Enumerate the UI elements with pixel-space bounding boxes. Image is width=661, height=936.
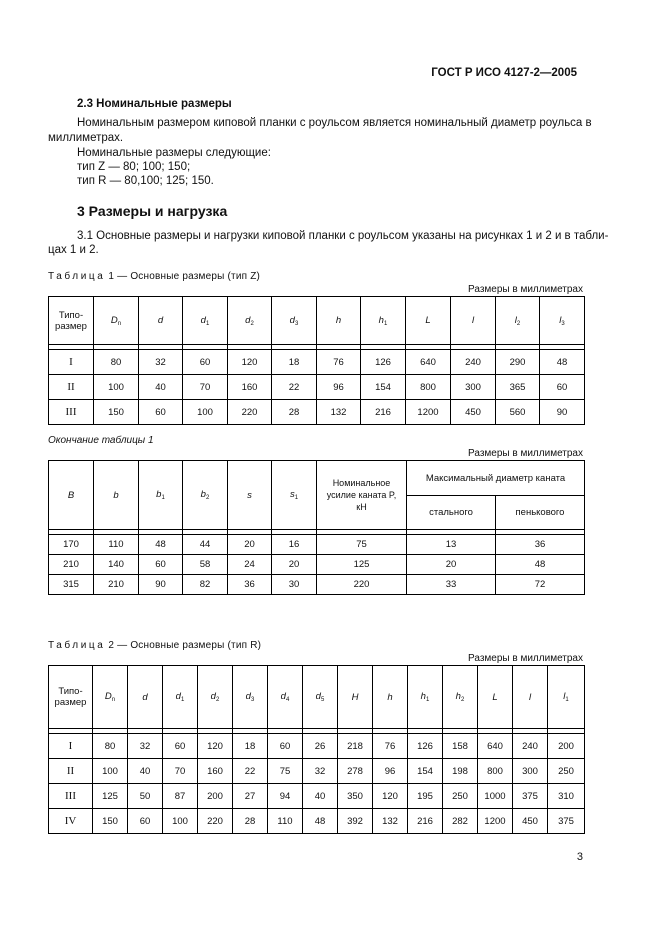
table-cell: 216 [408, 809, 443, 834]
table-cell: 28 [272, 400, 317, 425]
table-row [49, 555, 585, 575]
table-cell: 278 [338, 759, 373, 784]
table-cell: 132 [317, 400, 361, 425]
table-cell: 48 [540, 350, 585, 375]
table-cell: 20 [228, 535, 272, 555]
table-cell: 94 [268, 784, 303, 809]
table-cell: 36 [228, 575, 272, 595]
table-cell: 58 [183, 555, 228, 575]
table-cell: 220 [198, 809, 233, 834]
table2 [48, 665, 585, 834]
table-cell: 60 [183, 350, 228, 375]
table-cell: 375 [548, 809, 585, 834]
th-b: b [94, 461, 139, 530]
table-cell: 126 [361, 350, 406, 375]
table-cell: 100 [93, 759, 128, 784]
th-h: h [373, 666, 408, 729]
table-cell: 80 [93, 734, 128, 759]
th-l3: $l_3$ [540, 297, 585, 345]
th-d: d [139, 297, 183, 345]
table-cell: 250 [548, 759, 585, 784]
th-l: l [451, 297, 496, 345]
table-cell: II [49, 375, 94, 400]
table-cell: 76 [373, 734, 408, 759]
table-cell: 16 [272, 535, 317, 555]
table-cell: 300 [513, 759, 548, 784]
table-cell: 210 [49, 555, 94, 575]
table-row [49, 759, 585, 784]
table-cell: 87 [163, 784, 198, 809]
table2-caption-word: Таблица [48, 640, 106, 651]
table1-cont-header-row [49, 461, 585, 496]
table-cell: 560 [496, 400, 540, 425]
table-cell: 110 [268, 809, 303, 834]
table-row [49, 809, 585, 834]
table-cell: 132 [373, 809, 408, 834]
table-cell: 13 [407, 535, 496, 555]
table1-header-row [49, 297, 585, 345]
th-L: L [478, 666, 513, 729]
table-cell: 154 [361, 375, 406, 400]
table-cell: 160 [228, 375, 272, 400]
th-max-rope-diameter: Максимальный диаметр каната [407, 461, 585, 496]
th-L: L [406, 297, 451, 345]
table-cell: 32 [303, 759, 338, 784]
th-l1: $l_1$ [548, 666, 585, 729]
table-cell: 22 [233, 759, 268, 784]
table-cell: 282 [443, 809, 478, 834]
table-cell: 218 [338, 734, 373, 759]
table1-caption-text: 1 — Основные размеры (тип Z) [108, 271, 261, 282]
para-sizes: Номинальные размеры следующие: [77, 147, 271, 159]
th-b2: $b_2$ [183, 461, 228, 530]
table-cell: 140 [94, 555, 139, 575]
table-cell: 210 [94, 575, 139, 595]
table-cell: I [49, 350, 94, 375]
table-cell: 640 [406, 350, 451, 375]
th-B: B [49, 461, 94, 530]
th-d: d [128, 666, 163, 729]
table-cell: 450 [513, 809, 548, 834]
table-row [49, 734, 585, 759]
table-cell: 96 [373, 759, 408, 784]
table-cell: 44 [183, 535, 228, 555]
table-cell: 240 [451, 350, 496, 375]
table-cell: 60 [128, 809, 163, 834]
table-cell: 80 [94, 350, 139, 375]
th-Dn: $D_n$ [94, 297, 139, 345]
table-cell: 18 [233, 734, 268, 759]
th-H: H [338, 666, 373, 729]
th-h: h [317, 297, 361, 345]
th-d2: $d_2$ [228, 297, 272, 345]
table-cell: 160 [198, 759, 233, 784]
table1-cont-caption: Окончание таблицы 1 [48, 435, 154, 446]
table-row [49, 400, 585, 425]
table-cell: 195 [408, 784, 443, 809]
table-cell: I [49, 734, 93, 759]
para-3-1-line2: цах 1 и 2. [48, 244, 99, 256]
table-cell: 27 [233, 784, 268, 809]
table-cell: 300 [451, 375, 496, 400]
table-cell: 310 [548, 784, 585, 809]
table-cell: 72 [496, 575, 585, 595]
table-cell: 33 [407, 575, 496, 595]
table-cell: 40 [139, 375, 183, 400]
table-cell: 375 [513, 784, 548, 809]
table-cell: 60 [139, 555, 183, 575]
table-cell: IV [49, 809, 93, 834]
table-cell: 100 [183, 400, 228, 425]
table-cell: 315 [49, 575, 94, 595]
th-s1: $s_1$ [272, 461, 317, 530]
table-cell: 392 [338, 809, 373, 834]
table-cell: 32 [128, 734, 163, 759]
table-cell: 90 [540, 400, 585, 425]
document-header: ГОСТ Р ИСО 4127-2—2005 [431, 67, 577, 79]
table2-header-row [49, 666, 585, 729]
th-d5: $d_5$ [303, 666, 338, 729]
th-l2: $l_2$ [496, 297, 540, 345]
table-cell: 640 [478, 734, 513, 759]
th-l: l [513, 666, 548, 729]
table-row [49, 535, 585, 555]
table-cell: 40 [128, 759, 163, 784]
table-cell: 70 [163, 759, 198, 784]
para-3-1-line1: 3.1 Основные размеры и нагрузки киповой планки с роульсом указаны на рисунках 1 и 2 и в табли- [77, 230, 609, 242]
table-cell: 220 [317, 575, 407, 595]
table-cell: 28 [233, 809, 268, 834]
th-h1: $h_1$ [361, 297, 406, 345]
table-cell: 125 [93, 784, 128, 809]
type-r-sizes: тип R — 80,100; 125; 150. [77, 175, 214, 187]
table-cell: 82 [183, 575, 228, 595]
table-cell: 18 [272, 350, 317, 375]
table1-units: Размеры в миллиметрах [468, 284, 583, 295]
table-cell: 70 [183, 375, 228, 400]
table-cell: 22 [272, 375, 317, 400]
th-h2: $h_2$ [443, 666, 478, 729]
table-cell: 154 [408, 759, 443, 784]
th-nominal-force: Номинальное усилие каната P, кН [317, 461, 407, 530]
table-cell: 60 [540, 375, 585, 400]
table-cell: 290 [496, 350, 540, 375]
para-nominal-line2: миллиметрах. [48, 132, 124, 144]
table-cell: 220 [228, 400, 272, 425]
table-cell: 48 [139, 535, 183, 555]
table-cell: 1200 [406, 400, 451, 425]
th-h1: $h_1$ [408, 666, 443, 729]
th-type: Типо-размер [49, 666, 93, 729]
table-cell: 350 [338, 784, 373, 809]
th-steel: стального [407, 496, 496, 530]
th-d2: $d_2$ [198, 666, 233, 729]
table-cell: 75 [317, 535, 407, 555]
type-z-sizes: тип Z — 80; 100; 150; [77, 161, 191, 173]
table-cell: 216 [361, 400, 406, 425]
table1-cont-units: Размеры в миллиметрах [468, 448, 583, 459]
table-row [49, 375, 585, 400]
table1-caption [48, 271, 260, 282]
table-cell: 30 [272, 575, 317, 595]
table-cell: 125 [317, 555, 407, 575]
table-cell: 120 [373, 784, 408, 809]
table-cell: 170 [49, 535, 94, 555]
table-cell: 20 [407, 555, 496, 575]
table-cell: 60 [163, 734, 198, 759]
table-cell: 40 [303, 784, 338, 809]
table-cell: III [49, 400, 94, 425]
table-cell: 32 [139, 350, 183, 375]
th-d3: $d_3$ [233, 666, 268, 729]
table-cell: 200 [548, 734, 585, 759]
table-cell: 26 [303, 734, 338, 759]
th-d1: $d_1$ [163, 666, 198, 729]
table-cell: 1000 [478, 784, 513, 809]
table-cell: 60 [268, 734, 303, 759]
table-row [49, 784, 585, 809]
table-cell: 48 [496, 555, 585, 575]
table-cell: 90 [139, 575, 183, 595]
table-cell: 150 [93, 809, 128, 834]
table-cell: 198 [443, 759, 478, 784]
table2-units: Размеры в миллиметрах [468, 653, 583, 664]
table-cell: 36 [496, 535, 585, 555]
th-Dn: $D_n$ [93, 666, 128, 729]
table-cell: 200 [198, 784, 233, 809]
table-cell: 250 [443, 784, 478, 809]
table-cell: II [49, 759, 93, 784]
table-cell: 50 [128, 784, 163, 809]
section-3-title: 3 Размеры и нагрузка [77, 203, 228, 219]
table-cell: 96 [317, 375, 361, 400]
table-cell: 1200 [478, 809, 513, 834]
table-cell: 120 [198, 734, 233, 759]
table-cell: 24 [228, 555, 272, 575]
table-cell: 800 [478, 759, 513, 784]
table-cell: 800 [406, 375, 451, 400]
table-cell: 76 [317, 350, 361, 375]
table-cell: 100 [163, 809, 198, 834]
th-type: Типо-размер [49, 297, 94, 345]
th-d4: $d_4$ [268, 666, 303, 729]
table-cell: 126 [408, 734, 443, 759]
table-cell: 120 [228, 350, 272, 375]
th-hemp: пенькового [496, 496, 585, 530]
th-d1: $d_1$ [183, 297, 228, 345]
table-cell: 450 [451, 400, 496, 425]
table1 [48, 296, 585, 425]
table-cell: 110 [94, 535, 139, 555]
section-2-3-title: 2.3 Номинальные размеры [77, 98, 232, 110]
th-b1: $b_1$ [139, 461, 183, 530]
table-cell: III [49, 784, 93, 809]
th-s: s [228, 461, 272, 530]
table-cell: 75 [268, 759, 303, 784]
table-row [49, 350, 585, 375]
page-number: 3 [576, 851, 583, 863]
table-cell: 240 [513, 734, 548, 759]
table-row [49, 575, 585, 595]
table-cell: 158 [443, 734, 478, 759]
th-d3: $d_3$ [272, 297, 317, 345]
para-nominal-line1: Номинальным размером киповой планки с роульсом является номинальный диаметр роульса в [77, 117, 592, 129]
table2-caption [48, 640, 261, 651]
table-cell: 60 [139, 400, 183, 425]
table2-caption-text: 2 — Основные размеры (тип R) [108, 640, 262, 651]
table-cell: 365 [496, 375, 540, 400]
table-cell: 20 [272, 555, 317, 575]
table1-caption-word: Таблица [48, 271, 106, 282]
table-cell: 48 [303, 809, 338, 834]
table1-continuation [48, 460, 585, 595]
table-cell: 100 [94, 375, 139, 400]
table-cell: 150 [94, 400, 139, 425]
